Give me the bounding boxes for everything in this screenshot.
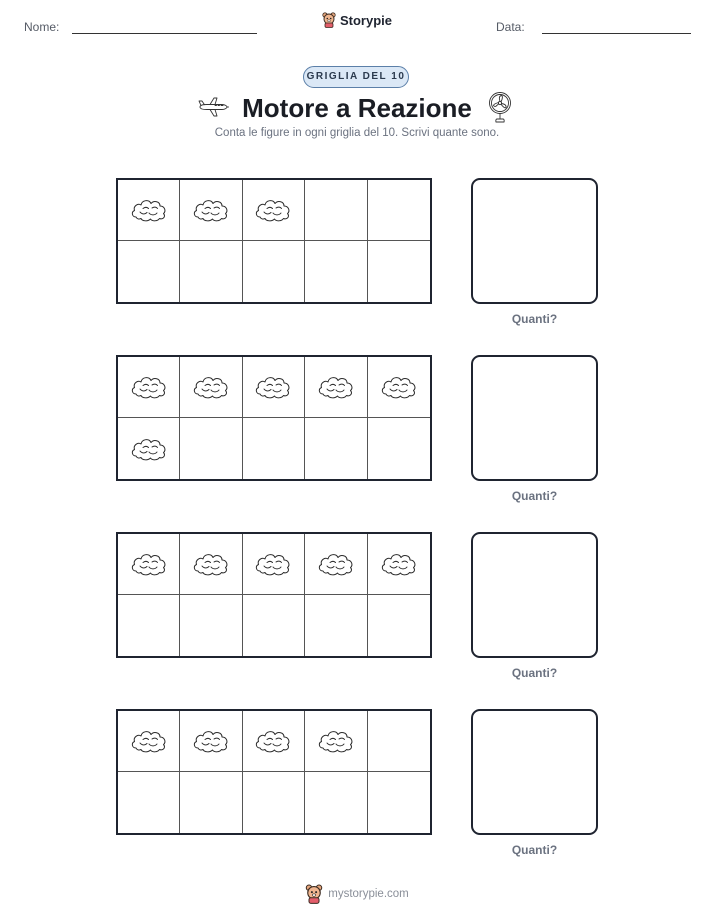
name-line[interactable] [72, 33, 257, 34]
ten-frame-cell [180, 357, 242, 418]
ten-frame-cell [180, 534, 242, 595]
answer-box-2[interactable] [471, 355, 598, 481]
answer-label: Quanti? [511, 666, 558, 680]
ten-frame-4 [116, 709, 432, 835]
section-badge: GRIGLIA DEL 10 [303, 66, 409, 88]
fan-icon [487, 91, 513, 125]
footer-url[interactable]: mystorypie.com [328, 888, 409, 900]
title-row [0, 90, 714, 126]
ten-frame-3 [116, 532, 432, 658]
cloud-icon [191, 372, 231, 402]
ten-frame-cell [243, 180, 305, 241]
cloud-icon [129, 434, 169, 464]
ten-frame-cell [368, 357, 430, 418]
ten-frame-cell [118, 241, 180, 302]
ten-frame-cell [305, 357, 367, 418]
ten-frame-cell [305, 418, 367, 479]
ten-frame-cell [243, 241, 305, 302]
cloud-icon [379, 372, 419, 402]
ten-frame-cell [180, 711, 242, 772]
ten-frame-cell [305, 772, 367, 833]
ten-frame-cell [118, 418, 180, 479]
ten-frame-cell [368, 711, 430, 772]
ten-frame-cell [180, 595, 242, 656]
ten-frame-cell [243, 534, 305, 595]
cloud-icon [316, 372, 356, 402]
cloud-icon [191, 549, 231, 579]
answer-box-1[interactable] [471, 178, 598, 304]
answer-label: Quanti? [511, 843, 558, 857]
cloud-icon [253, 195, 293, 225]
ten-frame-cell [243, 357, 305, 418]
ten-frame-cell [180, 180, 242, 241]
cloud-icon [253, 549, 293, 579]
cloud-icon [379, 549, 419, 579]
cloud-icon [129, 726, 169, 756]
ten-frame-2 [116, 355, 432, 481]
ten-frame-cell [243, 418, 305, 479]
ten-frame-cell [305, 595, 367, 656]
answer-label: Quanti? [511, 312, 558, 326]
ten-frame-cell [368, 772, 430, 833]
date-line[interactable] [542, 33, 691, 34]
cloud-icon [253, 726, 293, 756]
ten-frame-cell [305, 180, 367, 241]
cloud-icon [316, 549, 356, 579]
ten-frame-cell [305, 241, 367, 302]
ten-frame-cell [368, 180, 430, 241]
brand-name: Storypie [339, 12, 392, 28]
ten-frame-cell [118, 534, 180, 595]
ten-frame-1 [116, 178, 432, 304]
answer-label: Quanti? [511, 489, 558, 503]
cloud-icon [129, 195, 169, 225]
ten-frame-cell [118, 357, 180, 418]
cloud-icon [129, 372, 169, 402]
ten-frame-cell [305, 711, 367, 772]
cloud-icon [253, 372, 293, 402]
ten-frame-cell [243, 595, 305, 656]
date-label: Data: [496, 20, 525, 34]
ten-frame-cell [368, 534, 430, 595]
footer [0, 884, 714, 904]
ten-frame-cell [368, 595, 430, 656]
ten-frame-cell [118, 595, 180, 656]
bear-logo-icon [305, 884, 323, 904]
ten-frame-cell [118, 772, 180, 833]
cloud-icon [316, 726, 356, 756]
cloud-icon [129, 549, 169, 579]
ten-frame-cell [368, 241, 430, 302]
instructions: Conta le figure in ogni griglia del 10. Scrivi quante sono. [214, 127, 500, 139]
ten-frame-cell [305, 534, 367, 595]
ten-frame-cell [180, 418, 242, 479]
ten-frame-cell [180, 241, 242, 302]
ten-frame-cell [118, 180, 180, 241]
answer-box-4[interactable] [471, 709, 598, 835]
cloud-icon [191, 726, 231, 756]
page-title: Motore a Reazione [242, 93, 472, 123]
ten-frame-cell [180, 772, 242, 833]
name-label: Nome: [24, 20, 60, 34]
ten-frame-cell [243, 711, 305, 772]
answer-box-3[interactable] [471, 532, 598, 658]
brand-logo [0, 12, 714, 28]
ten-frame-cell [243, 772, 305, 833]
bear-logo-icon [322, 12, 336, 28]
cloud-icon [191, 195, 231, 225]
ten-frame-cell [118, 711, 180, 772]
ten-frame-cell [368, 418, 430, 479]
